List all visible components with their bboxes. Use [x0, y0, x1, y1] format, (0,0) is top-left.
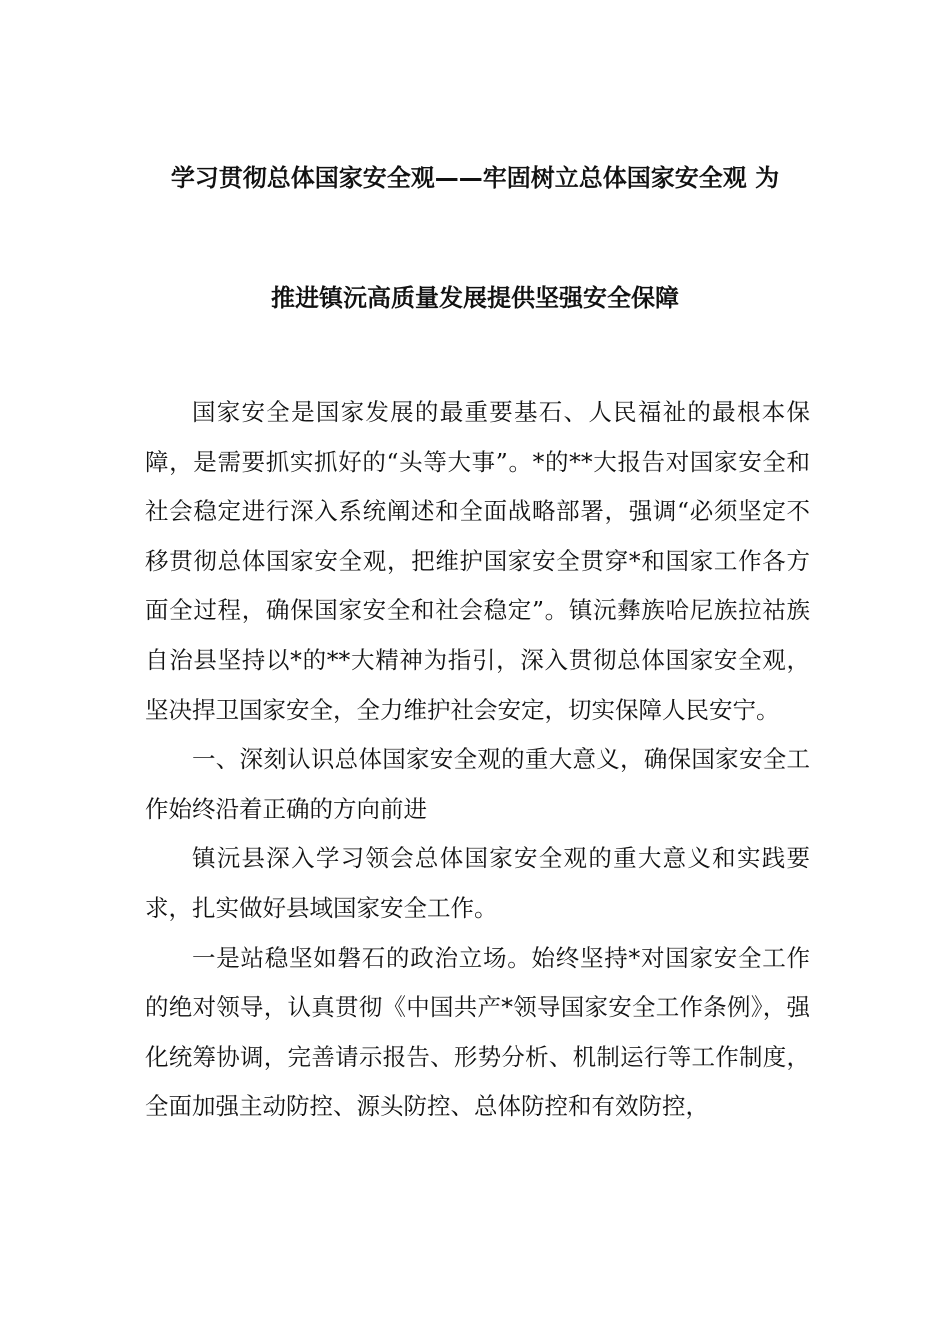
document-title-line-1: 学习贯彻总体国家安全观——牢固树立总体国家安全观 为 — [170, 164, 780, 192]
paragraph-point-1: 一是站稳坚如磐石的政治立场。始终坚持*对国家安全工作的绝对领导，认真贯彻《中国共产*领导国家安全工作条例》，强化统筹协调，完善请示报告、形势分析、机制运行等工作制度，全面加强主动防控、源头防控、总体防控和有效防控， — [145, 943, 810, 1121]
paragraph-section-1-summary: 镇沅县深入学习领会总体国家安全观的重大意义和实践要求，扎实做好县域国家安全工作。 — [145, 844, 810, 922]
paragraph-intro: 国家安全是国家发展的最重要基石、人民福祉的最根本保障，是需要抓实抓好的“头等大事”。*的**大报告对国家安全和社会稳定进行深入系统阐述和全面战略部署，强调“必须坚定不移贯彻总体国家安全观，把维护国家安全贯穿*和国家工作各方面全过程，确保国家安全和社会稳定”。镇沅彝族哈尼族拉祜族自治县坚持以*的**大精神为指引，深入贯彻总体国家安全观，坚决捍卫国家安全，全力维护社会安定，切实保障人民安宁。 — [145, 398, 810, 724]
document-body — [145, 388, 810, 1132]
document-title-line-2: 推进镇沅高质量发展提供坚强安全保障 — [271, 284, 679, 312]
section-heading-1: 一、深刻认识总体国家安全观的重大意义，确保国家安全工作始终沿着正确的方向前进 — [145, 745, 810, 823]
